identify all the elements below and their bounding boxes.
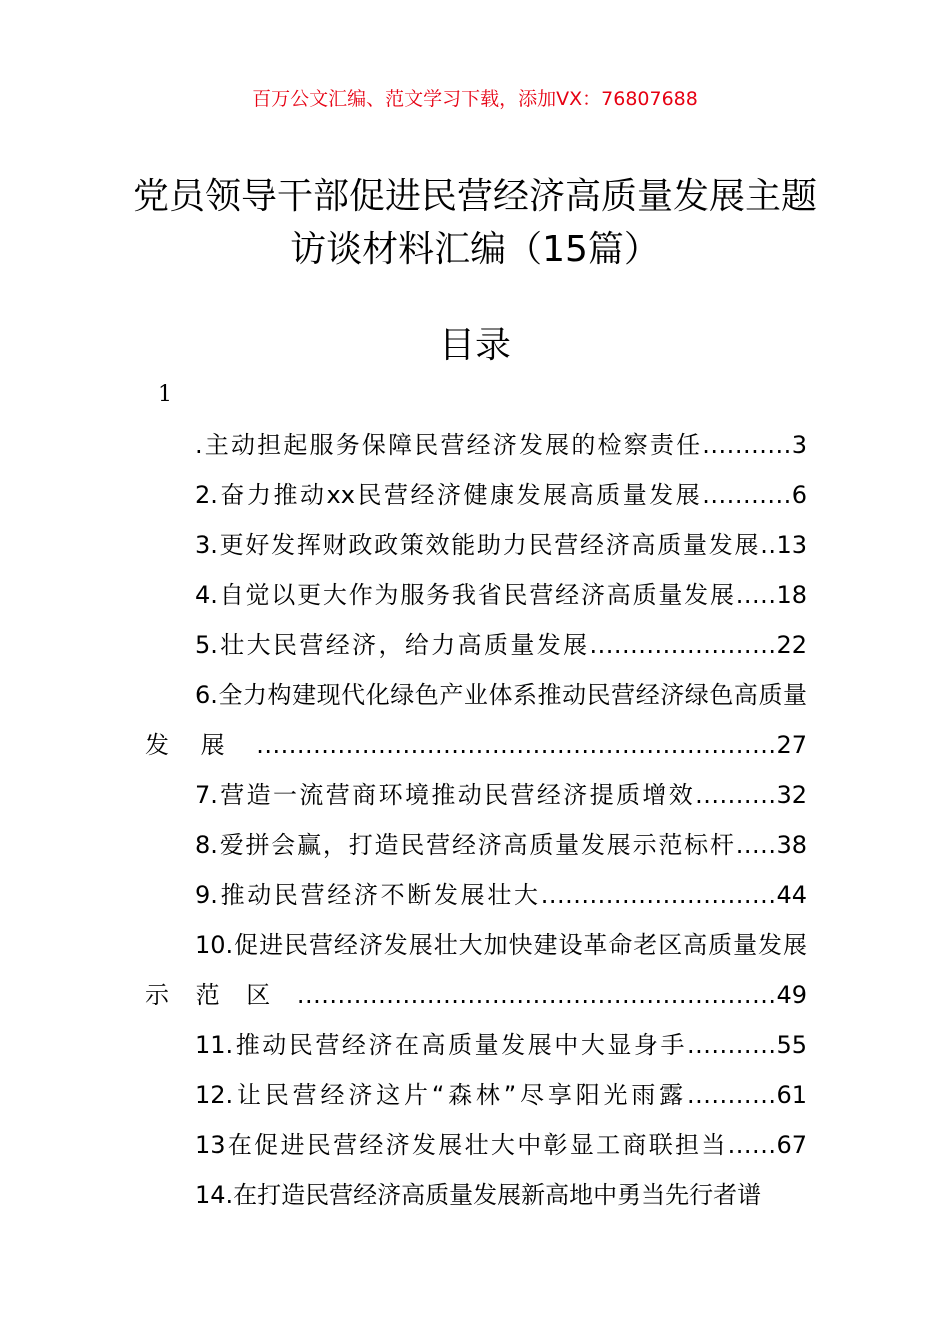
table-of-contents [145,420,807,1220]
toc-entry[interactable] [145,870,807,920]
toc-entry-label: 12.让民营经济这片“森林”尽享阳光雨露 [195,1081,688,1109]
toc-entry-label: 8.爱拼会赢，打造民营经济高质量发展示范标杆 [195,831,736,859]
toc-entry-label: 13在促进民营经济发展壮大中彰显工商联担当 [195,1131,728,1159]
toc-entry[interactable] [145,1020,807,1070]
toc-entry-leader: ....................... [589,631,777,659]
toc-entry-label: 11.推动民营经济在高质量发展中大显身手 [195,1031,688,1059]
toc-entry[interactable] [145,420,807,470]
toc-entry-page: 6 [791,481,807,509]
toc-entry-leader: ........... [702,481,792,509]
promo-banner: 百万公文汇编、范文学习下载，添加VX：76807688 [252,88,698,110]
toc-entry-leader: ..... [735,581,777,609]
page-marker: 1 [158,382,172,407]
toc-entry-label: 9.推动民营经济不断发展壮大 [195,881,541,909]
toc-entry-leader: ........... [702,431,792,459]
toc-heading: 目录 [438,325,511,366]
toc-entry-label: 3.更好发挥财政政策效能助力民营经济高质量发展 [195,531,761,559]
toc-entry[interactable] [145,770,807,820]
toc-entry-label: 10.促进民营经济发展壮大加快建设革命老区高质量发展示范区 [145,931,807,1009]
toc-entry-label: 2.奋力推动xx民营经济健康发展高质量发展 [195,481,703,509]
toc-entry-leader: ................................................................ [256,731,777,759]
toc-entry-page: 13 [776,531,807,559]
toc-entry-page: 18 [776,581,807,609]
toc-entry[interactable] [145,820,807,870]
toc-entry-leader: .......... [695,781,777,809]
toc-entry-label: .主动担起服务保障民营经济发展的检察责任 [195,431,703,459]
toc-entry-label: 6.全力构建现代化绿色产业体系推动民营经济绿色高质量发展 [145,681,807,759]
document-title: 党员领导干部促进民营经济高质量发展主题访谈材料汇编（15篇） [132,176,817,270]
toc-entry-label: 14.在打造民营经济高质量发展新高地中勇当先行者谱 [195,1181,762,1209]
toc-entry-page: 27 [776,731,807,759]
toc-entry-label: 5.壮大民营经济，给力高质量发展 [195,631,590,659]
toc-entry-page: 22 [776,631,807,659]
toc-entry-page: 49 [776,981,807,1009]
toc-entry[interactable] [145,620,807,670]
toc-entry-page: 38 [776,831,807,859]
toc-entry-page: 61 [776,1081,807,1109]
toc-entry-page: 67 [776,1131,807,1159]
toc-entry[interactable] [145,920,807,1020]
toc-entry-leader: ........... [687,1081,777,1109]
toc-entry-leader: ........... [687,1031,777,1059]
toc-entry[interactable] [145,670,807,770]
toc-entry[interactable] [145,1170,807,1220]
toc-entry[interactable] [145,1120,807,1170]
toc-entry-leader: ............................. [540,881,777,909]
toc-entry-page: 55 [776,1031,807,1059]
toc-entry[interactable] [145,570,807,620]
toc-entry[interactable] [145,520,807,570]
toc-entry-leader: .. [760,531,777,559]
toc-entry-page: 3 [791,431,807,459]
toc-entry[interactable] [145,1070,807,1120]
toc-entry[interactable] [145,470,807,520]
toc-entry-page: 44 [776,881,807,909]
toc-entry-label: 4.自觉以更大作为服务我省民营经济高质量发展 [195,581,736,609]
toc-entry-leader: ........................................................... [296,981,777,1009]
toc-entry-page: 32 [776,781,807,809]
toc-entry-label: 7.营造一流营商环境推动民营经济提质增效 [195,781,696,809]
toc-entry-leader: ..... [735,831,777,859]
toc-entry-leader: ...... [727,1131,777,1159]
